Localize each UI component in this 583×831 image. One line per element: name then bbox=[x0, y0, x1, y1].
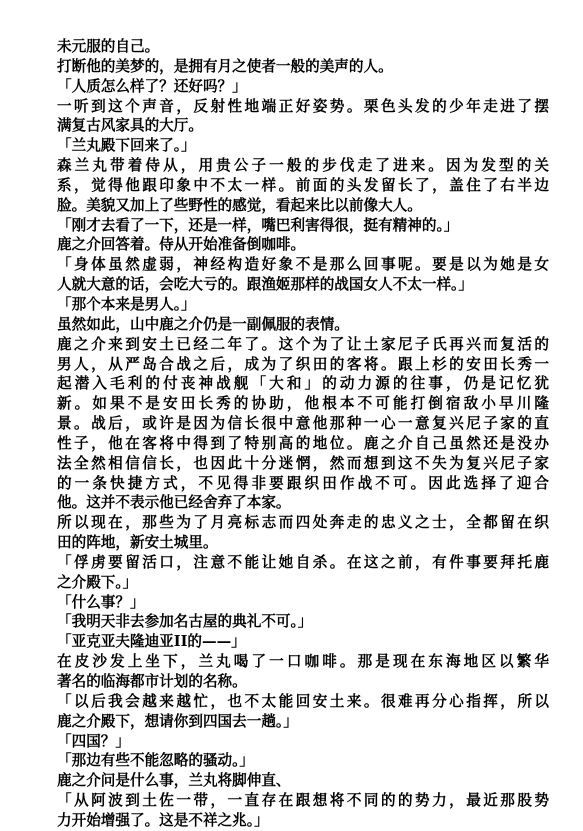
text-line: 男人，从严岛合战之后，成为了织田的客将。跟上杉的安田长秀一 bbox=[57, 355, 549, 373]
body-text bbox=[57, 37, 549, 831]
text-line: 满复古风家具的大厅。 bbox=[57, 117, 203, 135]
text-line: 鹿之介来到安土已经二年了。这个为了让土家尼子氏再兴而复活的 bbox=[57, 335, 549, 353]
text-line: 「身体虽然虚弱，神经构造好象不是那么回事呢。要是以为她是女 bbox=[57, 256, 549, 274]
text-line: 在皮沙发上坐下，兰丸喝了一口咖啡。那是现在东海地区以繁华 bbox=[57, 653, 549, 671]
text-line: 系，觉得他跟印象中不太一样。前面的头发留长了，盖住了右半边 bbox=[57, 176, 549, 194]
text-line: 「那个本来是男人。」 bbox=[57, 295, 196, 313]
text-line: 鹿之介问是什么事，兰丸将脚伸直、 bbox=[57, 772, 291, 790]
text-line: 「什么事？」 bbox=[57, 593, 145, 611]
text-line: 打断他的美梦的，是拥有月之使者一般的美声的人。 bbox=[57, 57, 393, 75]
text-line: 「四国？」 bbox=[57, 732, 130, 750]
text-line: 森兰丸带着侍从，用贵公子一般的步伐走了进来。因为发型的关 bbox=[57, 157, 549, 175]
text-line: 「那边有些不能忽略的骚动。」 bbox=[57, 752, 255, 770]
text-line: 他。这并不表示他已经舍弃了本家。 bbox=[57, 494, 291, 512]
text-line: 脸。美貌又加上了些野性的感觉，看起来比以前像大人。 bbox=[57, 196, 422, 214]
text-line: 田的阵地，新安土城里。 bbox=[57, 534, 218, 552]
text-line: 「兰丸殿下回来了。」 bbox=[57, 137, 196, 155]
text-line: 力开始增强了。这是不祥之兆。」 bbox=[57, 811, 269, 829]
text-line: 「刚才去看了一下，还是一样，嘴巴利害得很，挺有精神的。」 bbox=[57, 216, 459, 234]
text-line: 新。如果不是安田长秀的协助，他根本不可能打倒宿敌小早川隆 bbox=[57, 395, 549, 413]
text-line: 法全然相信信长，也因此十分迷惘，然而想到这不失为复兴尼子家 bbox=[57, 454, 549, 472]
text-line: 的一条快捷方式，不见得非要跟织田作战不可。因此选择了迎合 bbox=[57, 474, 549, 492]
text-line: 人就大意的话，会吃大亏的。跟渔姬那样的战国女人不太一样。」 bbox=[57, 276, 473, 294]
text-line: 「人质怎么样了？还好吗？」 bbox=[57, 77, 247, 95]
text-line: 「我明天非去参加名古屋的典礼不可。」 bbox=[57, 613, 313, 631]
text-line: 「俘虏要留活口，注意不能让她自杀。在这之前，有件事要拜托鹿 bbox=[57, 553, 549, 571]
text-line: 所以现在，那些为了月亮标志而四处奔走的忠义之士，全都留在织 bbox=[57, 514, 549, 532]
text-line: 鹿之介回答着。侍从开始准备倒咖啡。 bbox=[57, 236, 306, 254]
text-line: 虽然如此，山中鹿之介仍是一副佩服的表情。 bbox=[57, 315, 349, 333]
text-line: 之介殿下。」 bbox=[57, 573, 138, 591]
text-line: 未元服的自己。 bbox=[57, 38, 160, 55]
text-line: 「以后我会越来越忙，也不太能回安土来。很难再分心指挥，所以 bbox=[57, 692, 549, 710]
text-line: 性子，他在客将中得到了特别高的地位。鹿之介自己虽然还是没办 bbox=[57, 434, 549, 452]
text-line: 一听到这个声音，反射性地端正好姿势。栗色头发的少年走进了摆 bbox=[57, 97, 549, 115]
text-line: 「亚克亚夫隆迪亚II的——」 bbox=[57, 633, 246, 651]
text-line: 起潜入毛利的付丧神战舰「大和」的动力源的往事，仍是记忆犹 bbox=[57, 375, 549, 393]
text-line: 景。战后，或许是因为信长很中意他那种一心一意复兴尼子家的直 bbox=[57, 415, 549, 433]
text-line: 鹿之介殿下，想请你到四国去一趟。」 bbox=[57, 712, 298, 730]
text-line: 「从阿波到土佐一带，一直存在跟想将不同的的势力，最近那股势 bbox=[57, 792, 549, 810]
text-line: 著名的临海都市计划的名称。 bbox=[57, 673, 247, 690]
